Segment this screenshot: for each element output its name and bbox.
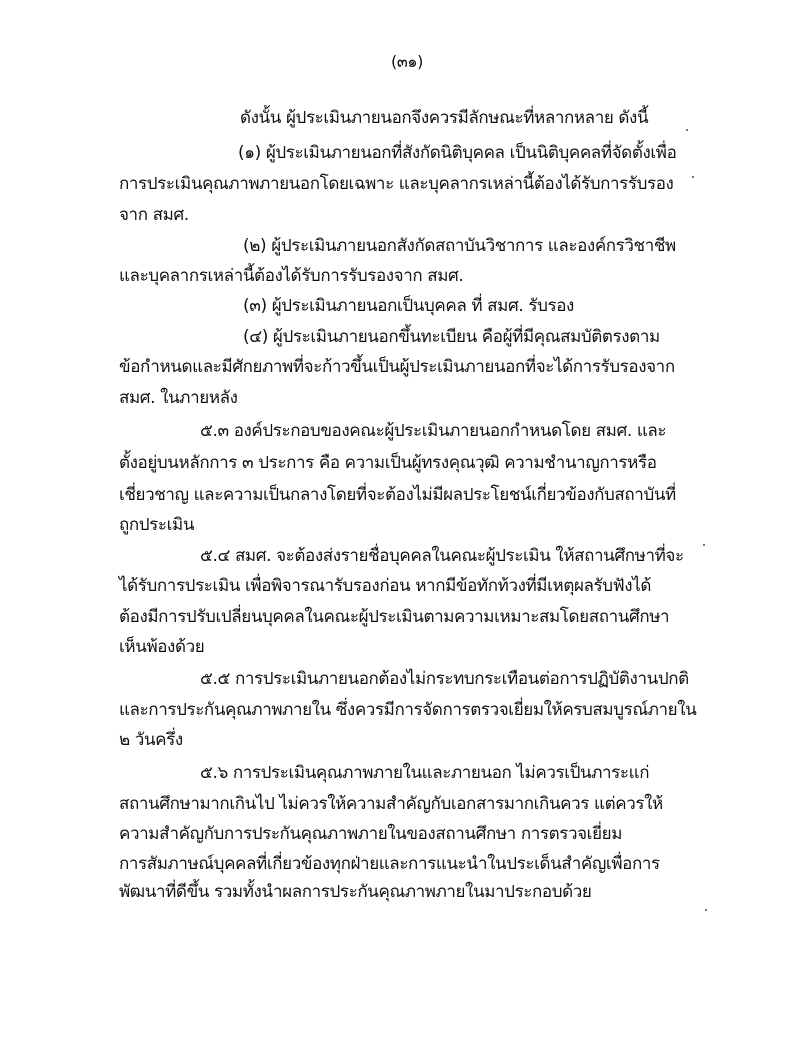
item-1-line-2: การประเมินคุณภาพภายนอกโดยเฉพาะ และบุคลากรเหล่านี้ต้องได้รับการรับรอง	[119, 174, 674, 194]
scan-speck	[703, 544, 705, 546]
section-5-6-line-5: พัฒนาที่ดีขึ้น รวมทั้งนำผลการประกันคุณภาพภายในมาประกอบด้วย	[119, 882, 592, 902]
item-2-line-2: และบุคลากรเหล่านี้ต้องได้รับการรับรองจาก สมศ.	[119, 266, 464, 286]
section-5-4-line-4: เห็นพ้องด้วย	[119, 637, 205, 657]
section-5-5-line-3: ๒ วันครึ่ง	[119, 730, 183, 750]
scan-speck	[705, 909, 707, 911]
section-5-3-line-4: ถูกประเมิน	[119, 515, 195, 535]
item-4-line-3: สมศ. ในภายหลัง	[119, 388, 238, 408]
section-5-5-line-1: ๕.๕ การประเมินภายนอกต้องไม่กระทบกระเทือนต่อการปฏิบัติงานปกติ	[200, 669, 689, 689]
section-5-6-line-2: สถานศึกษามากเกินไป ไม่ควรให้ความสำคัญกับเอกสารมากเกินควร แต่ควรให้	[119, 794, 663, 814]
scan-speck	[686, 129, 688, 131]
section-5-4-line-2: ได้รับการประเมิน เพื่อพิจารณารับรองก่อน หากมีข้อทักท้วงที่มีเหตุผลรับฟังได้	[119, 576, 651, 596]
section-5-3-line-1: ๕.๓ องค์ประกอบของคณะผู้ประเมินภายนอกกำหนดโดย สมศ. และ	[200, 421, 667, 441]
section-5-3-line-3: เชี่ยวชาญ และความเป็นกลางโดยที่จะต้องไม่มีผลประโยชน์เกี่ยวข้องกับสถาบันที่	[119, 485, 676, 505]
item-1-line-1: (๑) ผู้ประเมินภายนอกที่สังกัดนิติบุคคล เป็นนิติบุคคลที่จัดตั้งเพื่อ	[238, 143, 677, 163]
scan-speck	[692, 176, 694, 178]
item-3-line-1: (๓) ผู้ประเมินภายนอกเป็นบุคคล ที่ สมศ. รับรอง	[243, 296, 574, 316]
item-2-line-1: (๒) ผู้ประเมินภายนอกสังกัดสถาบันวิชาการ และองค์กรวิชาชีพ	[243, 236, 676, 256]
section-5-4-line-1: ๕.๔ สมศ. จะต้องส่งรายชื่อบุคคลในคณะผู้ประเมิน ให้สถานศึกษาที่จะ	[200, 546, 684, 566]
section-5-4-line-3: ต้องมีการปรับเปลี่ยนบุคคลในคณะผู้ประเมินตามความเหมาะสมโดยสถานศึกษา	[119, 607, 670, 627]
page-number: (๓๑)	[391, 52, 423, 71]
section-5-6-line-1: ๕.๖ การประเมินคุณภาพภายในและภายนอก ไม่ควรเป็นภาระแก่	[200, 763, 650, 783]
section-5-3-line-2: ตั้งอยู่บนหลักการ ๓ ประการ คือ ความเป็นผู้ทรงคุณวุฒิ ความชำนาญการหรือ	[119, 453, 657, 473]
item-4-line-2: ข้อกำหนดและมีศักยภาพที่จะก้าวขึ้นเป็นผู้ประเมินภายนอกที่จะได้การรับรองจาก	[119, 357, 675, 377]
section-5-5-line-2: และการประกันคุณภาพภายใน ซึ่งควรมีการจัดการตรวจเยี่ยมให้ครบสมบูรณ์ภายใน	[119, 700, 697, 720]
section-5-6-line-3: ความสำคัญกับการประกันคุณภาพภายในของสถานศึกษา การตรวจเยี่ยม	[119, 824, 622, 844]
section-5-6-line-4: การสัมภาษณ์บุคคลที่เกี่ยวข้องทุกฝ่ายและการแนะนำในประเด็นสำคัญเพื่อการ	[119, 854, 660, 874]
intro-line: ดังนั้น ผู้ประเมินภายนอกจึงควรมีลักษณะที่หลากหลาย ดังนี้	[240, 108, 649, 128]
item-1-line-3: จาก สมศ.	[119, 205, 189, 225]
item-4-line-1: (๔) ผู้ประเมินภายนอกขึ้นทะเบียน คือผู้ที่มีคุณสมบัติตรงตาม	[243, 327, 660, 347]
